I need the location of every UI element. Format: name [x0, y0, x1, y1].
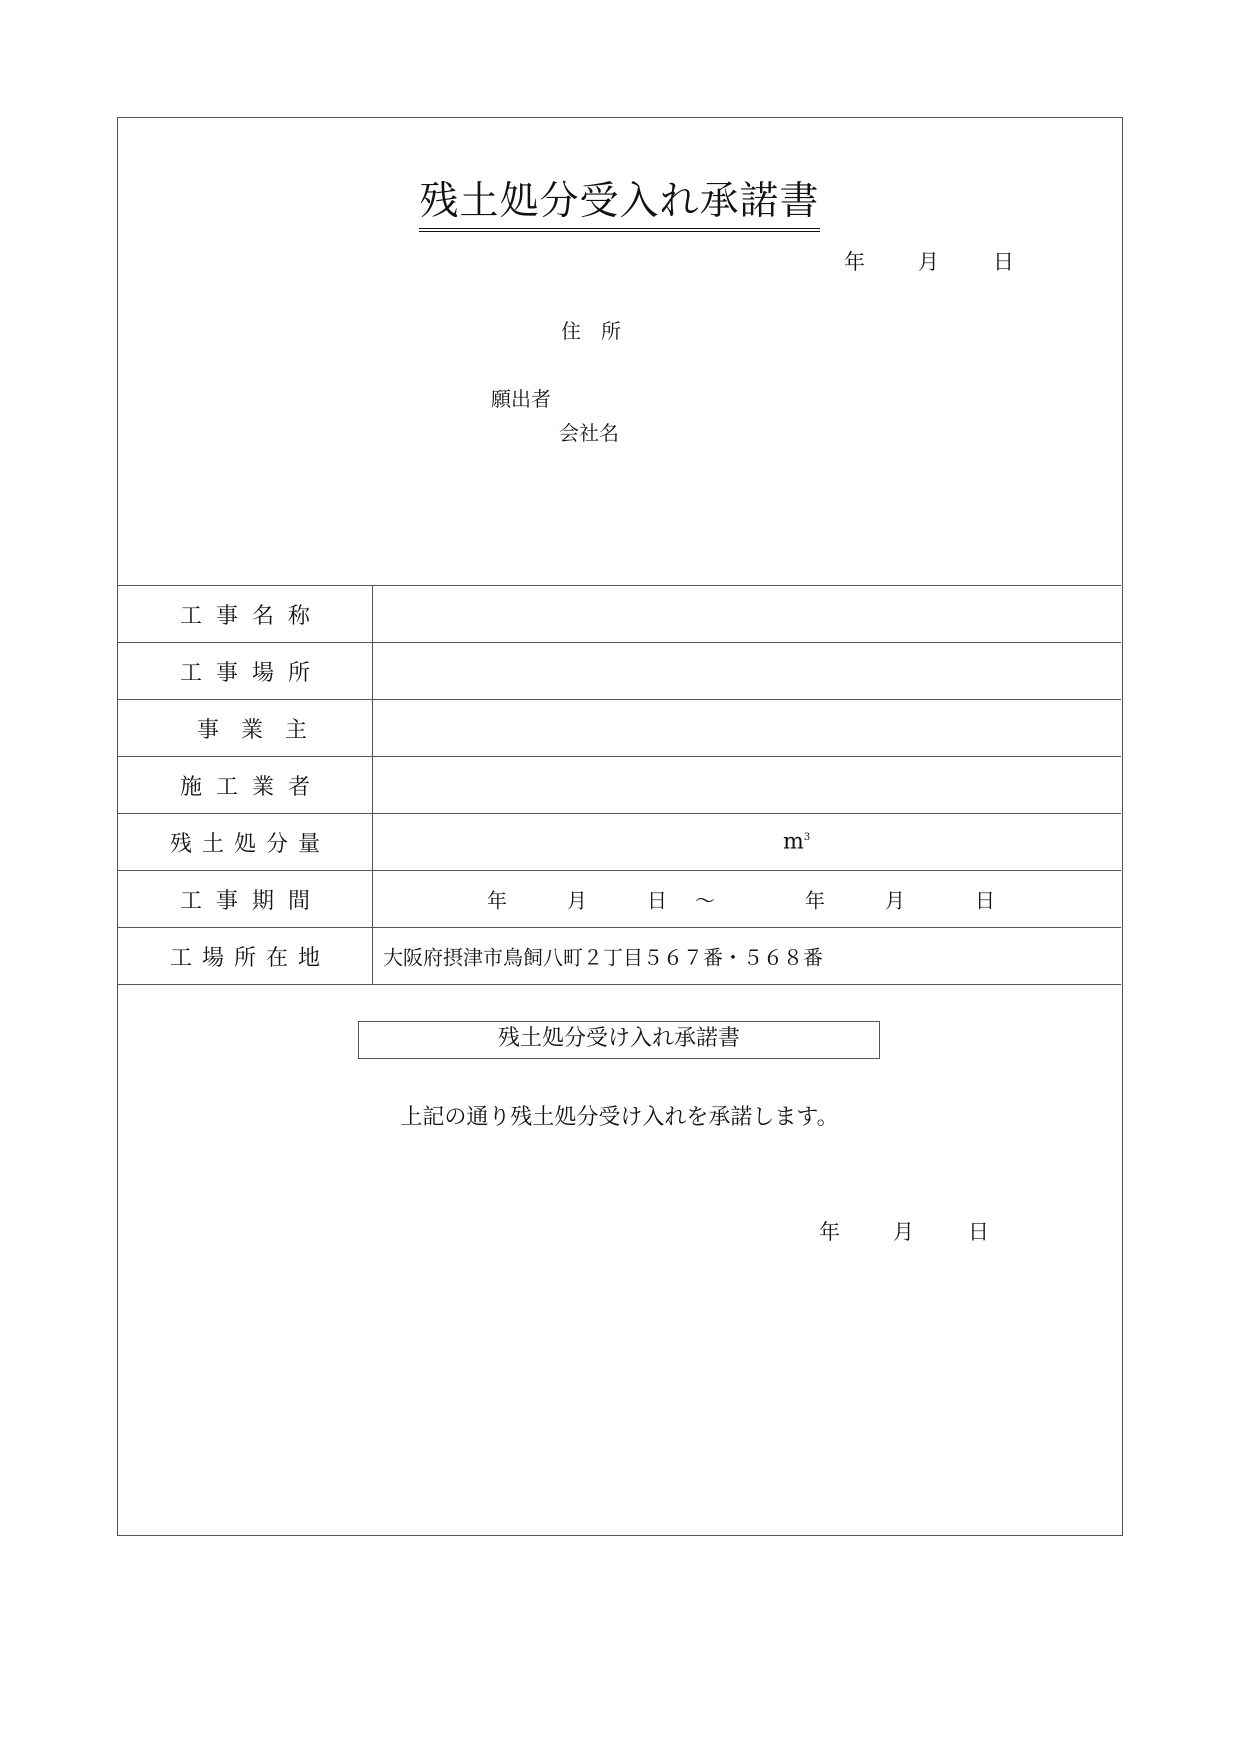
header-date-month: 月 — [918, 250, 939, 274]
row-value-construction-period — [373, 871, 1122, 928]
row-label-owner: 事 業 主 — [118, 700, 373, 757]
row-label-project-site: 工事場所 — [118, 643, 373, 700]
footer-date-day: 日 — [968, 1220, 989, 1244]
period-end-year: 年 — [805, 888, 825, 913]
table-row — [118, 871, 1121, 928]
row-value-factory-location: 大阪府摂津市鳥飼八町２丁目５６７番・５６８番 — [373, 928, 1122, 985]
row-value-project-name — [373, 586, 1122, 643]
table-row — [118, 757, 1121, 814]
header-date-year: 年 — [844, 250, 865, 274]
project-info-table — [118, 585, 1121, 985]
applicant-label: 願出者 — [491, 387, 551, 411]
period-start-year: 年 — [487, 888, 507, 913]
address-label: 住 所 — [561, 319, 621, 343]
period-end-day: 日 — [975, 888, 995, 913]
table-row — [118, 586, 1121, 643]
document-title: 残土処分受入れ承諾書 — [118, 170, 1121, 232]
row-value-contractor — [373, 757, 1122, 814]
footer-date-month: 月 — [893, 1220, 914, 1244]
volume-unit: $m^3$ — [783, 829, 811, 855]
period-start-month: 月 — [567, 888, 587, 913]
header-date-day: 日 — [993, 250, 1014, 274]
row-value-soil-volume — [373, 814, 1122, 871]
period-end-month: 月 — [885, 888, 905, 913]
table-row — [118, 700, 1121, 757]
period-start-day: 日 — [647, 888, 667, 913]
document-frame — [117, 117, 1123, 1536]
period-separator: ～ — [695, 888, 715, 913]
notice-box: 残土処分受け入れ承諾書 — [358, 1021, 880, 1059]
row-label-factory-location: 工場所在地 — [118, 928, 373, 985]
table-row — [118, 928, 1121, 985]
row-label-construction-period: 工事期間 — [118, 871, 373, 928]
consent-statement: 上記の通り残土処分受け入れを承諾します。 — [400, 1105, 839, 1130]
row-value-owner — [373, 700, 1122, 757]
row-label-soil-volume: 残土処分量 — [118, 814, 373, 871]
company-label: 会社名 — [559, 421, 619, 445]
footer-date-year: 年 — [819, 1220, 840, 1244]
table-row — [118, 643, 1121, 700]
row-label-contractor: 施工業者 — [118, 757, 373, 814]
row-value-project-site — [373, 643, 1122, 700]
table-row — [118, 814, 1121, 871]
row-label-project-name: 工事名称 — [118, 586, 373, 643]
